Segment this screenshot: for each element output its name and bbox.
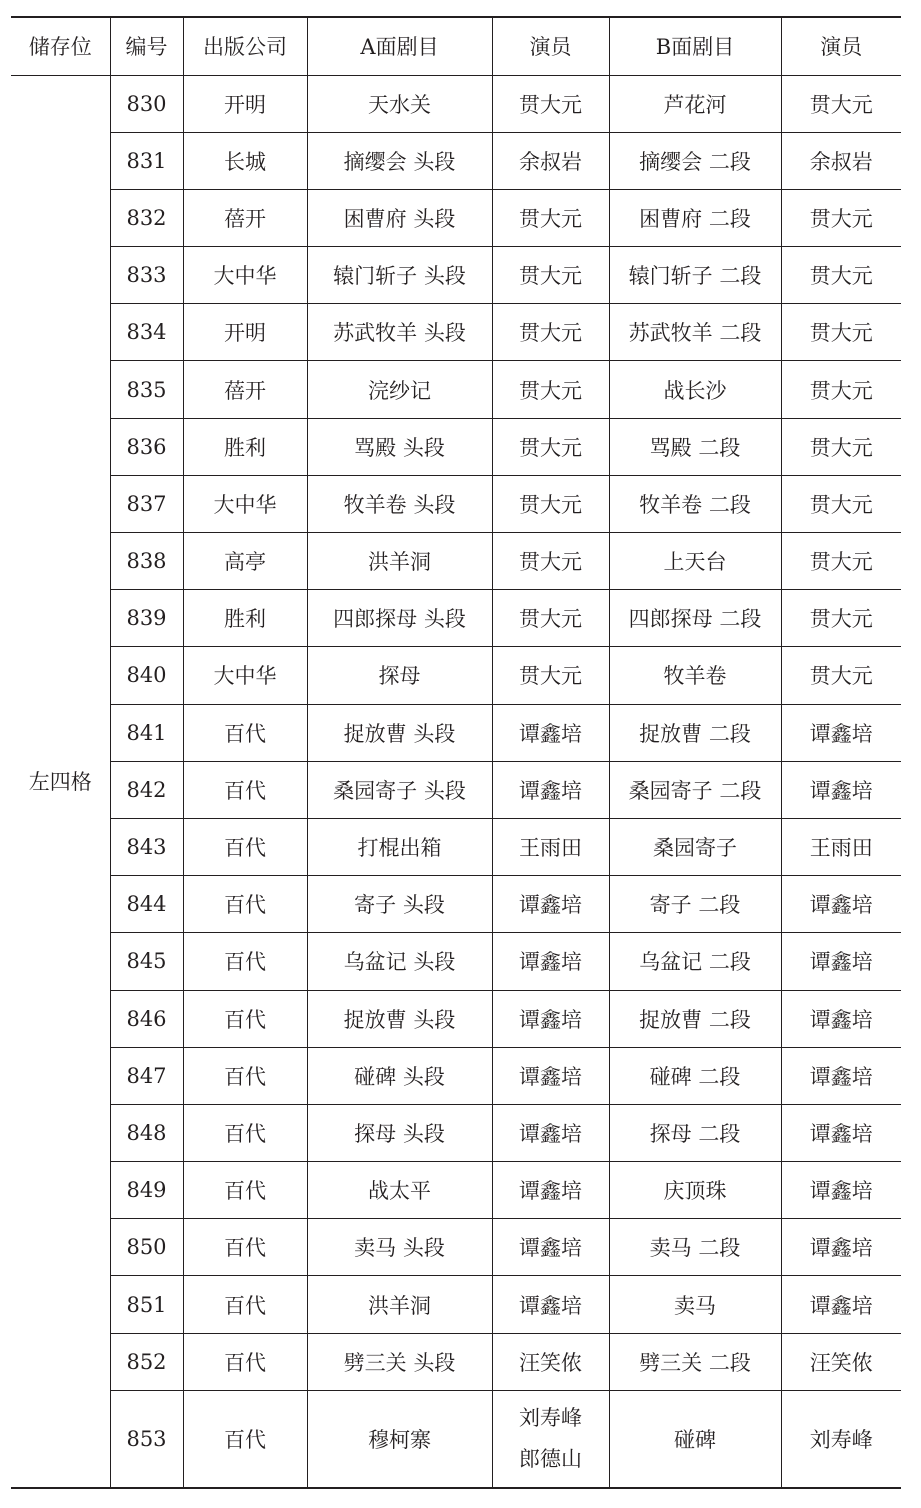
side-a-title-cell: 骂殿 头段	[307, 418, 492, 475]
side-a-title-cell: 探母 头段	[307, 1104, 492, 1161]
side-a-actor-cell	[492, 590, 609, 647]
side-a-actor-name: 谭鑫培	[519, 893, 582, 918]
side-b-actor-cell: 谭鑫培	[781, 1276, 901, 1333]
table-row	[11, 1104, 901, 1161]
side-a-actor-cell	[492, 647, 609, 704]
table-row	[11, 418, 901, 475]
record-number-cell: 835	[110, 361, 183, 418]
table-row	[11, 304, 901, 361]
record-number-cell: 850	[110, 1219, 183, 1276]
side-a-actor-cell	[492, 990, 609, 1047]
side-b-actor-cell: 谭鑫培	[781, 761, 901, 818]
side-b-actor-cell: 王雨田	[781, 818, 901, 875]
side-a-title-cell: 困曹府 头段	[307, 189, 492, 246]
side-b-actor-cell: 谭鑫培	[781, 1047, 901, 1104]
side-b-title-cell: 劈三关 二段	[609, 1333, 781, 1390]
side-a-title-cell: 桑园寄子 头段	[307, 761, 492, 818]
side-a-title-cell: 穆柯寨	[307, 1390, 492, 1488]
table-row	[11, 247, 901, 304]
header-side-a-actor: 演员	[492, 17, 609, 75]
side-b-actor-cell: 贯大元	[781, 475, 901, 532]
table-row	[11, 761, 901, 818]
side-b-title-cell: 捉放曹 二段	[609, 704, 781, 761]
side-a-actor-name: 贯大元	[519, 206, 582, 231]
side-a-actor-name: 余叔岩	[519, 149, 582, 174]
publisher-cell: 百代	[183, 1104, 307, 1161]
side-a-actor-name: 谭鑫培	[519, 778, 582, 803]
side-a-actor-name: 郎德山	[519, 1447, 582, 1472]
side-b-title-cell: 碰碑 二段	[609, 1047, 781, 1104]
side-b-actor-cell: 刘寿峰	[781, 1390, 901, 1488]
side-a-title-cell: 辕门斩子 头段	[307, 247, 492, 304]
side-a-actor-cell	[492, 533, 609, 590]
record-number-cell: 846	[110, 990, 183, 1047]
side-a-actor-cell	[492, 818, 609, 875]
table-row	[11, 533, 901, 590]
record-number-cell: 831	[110, 132, 183, 189]
publisher-cell: 百代	[183, 1162, 307, 1219]
side-a-actor-name: 汪笑侬	[519, 1350, 582, 1375]
side-a-actor-name: 贯大元	[519, 92, 582, 117]
publisher-cell: 百代	[183, 933, 307, 990]
side-b-title-cell: 芦花河	[609, 75, 781, 132]
side-a-title-cell: 探母	[307, 647, 492, 704]
side-a-actor-cell	[492, 876, 609, 933]
side-a-title-cell: 四郎探母 头段	[307, 590, 492, 647]
side-b-title-cell: 牧羊卷	[609, 647, 781, 704]
side-b-title-cell: 辕门斩子 二段	[609, 247, 781, 304]
side-b-title-cell: 牧羊卷 二段	[609, 475, 781, 532]
publisher-cell: 百代	[183, 704, 307, 761]
publisher-cell: 百代	[183, 1219, 307, 1276]
publisher-cell: 胜利	[183, 418, 307, 475]
record-number-cell: 849	[110, 1162, 183, 1219]
side-b-title-cell: 困曹府 二段	[609, 189, 781, 246]
side-a-actor-cell	[492, 475, 609, 532]
record-catalog-page	[11, 16, 901, 1489]
side-a-title-cell: 捉放曹 头段	[307, 704, 492, 761]
publisher-cell: 开明	[183, 75, 307, 132]
side-a-title-cell: 卖马 头段	[307, 1219, 492, 1276]
record-number-cell: 838	[110, 533, 183, 590]
side-a-actor-cell	[492, 1047, 609, 1104]
side-b-actor-cell: 谭鑫培	[781, 1162, 901, 1219]
header-number: 编号	[110, 17, 183, 75]
side-a-actor-cell	[492, 132, 609, 189]
publisher-cell: 胜利	[183, 590, 307, 647]
side-a-title-cell: 寄子 头段	[307, 876, 492, 933]
side-a-title-cell: 碰碑 头段	[307, 1047, 492, 1104]
record-number-cell: 844	[110, 876, 183, 933]
side-a-title-cell: 捉放曹 头段	[307, 990, 492, 1047]
side-a-actor-name: 谭鑫培	[519, 721, 582, 746]
publisher-cell: 大中华	[183, 647, 307, 704]
side-b-actor-cell: 贯大元	[781, 590, 901, 647]
record-number-cell: 836	[110, 418, 183, 475]
side-a-actor-cell	[492, 1104, 609, 1161]
side-a-actor-name: 谭鑫培	[519, 1236, 582, 1261]
publisher-cell: 百代	[183, 761, 307, 818]
side-a-title-cell: 牧羊卷 头段	[307, 475, 492, 532]
side-a-title-cell: 劈三关 头段	[307, 1333, 492, 1390]
side-b-actor-cell: 谭鑫培	[781, 1104, 901, 1161]
side-b-actor-cell: 贯大元	[781, 304, 901, 361]
publisher-cell: 大中华	[183, 247, 307, 304]
record-number-cell: 830	[110, 75, 183, 132]
record-number-cell: 832	[110, 189, 183, 246]
side-a-actor-name: 谭鑫培	[519, 950, 582, 975]
side-a-actor-name: 贯大元	[519, 378, 582, 403]
publisher-cell: 百代	[183, 818, 307, 875]
side-a-title-cell: 洪羊洞	[307, 1276, 492, 1333]
side-a-actor-cell	[492, 933, 609, 990]
header-storage-location: 储存位	[11, 17, 110, 75]
side-b-title-cell: 寄子 二段	[609, 876, 781, 933]
side-b-title-cell: 碰碑	[609, 1390, 781, 1488]
side-b-actor-cell: 谭鑫培	[781, 1219, 901, 1276]
side-b-actor-cell: 谭鑫培	[781, 990, 901, 1047]
publisher-cell: 百代	[183, 1047, 307, 1104]
record-number-cell: 843	[110, 818, 183, 875]
side-a-actor-name: 王雨田	[519, 836, 582, 861]
side-a-actor-name: 谭鑫培	[519, 1121, 582, 1146]
table-body	[11, 75, 901, 1488]
side-b-actor-cell: 谭鑫培	[781, 704, 901, 761]
side-b-title-cell: 苏武牧羊 二段	[609, 304, 781, 361]
record-number-cell: 834	[110, 304, 183, 361]
side-a-actor-name: 谭鑫培	[519, 1179, 582, 1204]
table-row	[11, 132, 901, 189]
side-b-title-cell: 四郎探母 二段	[609, 590, 781, 647]
record-number-cell: 841	[110, 704, 183, 761]
publisher-cell: 大中华	[183, 475, 307, 532]
side-a-actor-cell	[492, 1276, 609, 1333]
side-a-actor-cell	[492, 1162, 609, 1219]
side-a-actor-cell	[492, 189, 609, 246]
side-b-actor-cell: 贯大元	[781, 647, 901, 704]
side-b-title-cell: 卖马 二段	[609, 1219, 781, 1276]
side-a-actor-name: 贯大元	[519, 321, 582, 346]
record-number-cell: 840	[110, 647, 183, 704]
side-a-actor-name: 谭鑫培	[519, 1293, 582, 1318]
publisher-cell: 蓓开	[183, 189, 307, 246]
side-a-actor-name: 谭鑫培	[519, 1007, 582, 1032]
table-row	[11, 990, 901, 1047]
publisher-cell: 蓓开	[183, 361, 307, 418]
header-row	[11, 17, 901, 75]
side-b-title-cell: 桑园寄子 二段	[609, 761, 781, 818]
table-row	[11, 75, 901, 132]
side-a-actor-name: 刘寿峰	[519, 1406, 582, 1431]
table-row	[11, 475, 901, 532]
side-b-actor-cell: 谭鑫培	[781, 933, 901, 990]
record-catalog-table	[11, 16, 901, 1489]
record-number-cell: 833	[110, 247, 183, 304]
side-a-actor-cell	[492, 704, 609, 761]
table-row	[11, 1390, 901, 1488]
side-a-actor-name: 贯大元	[519, 435, 582, 460]
publisher-cell: 百代	[183, 876, 307, 933]
table-row	[11, 189, 901, 246]
storage-location-cell: 左四格	[11, 75, 110, 1488]
side-b-title-cell: 上天台	[609, 533, 781, 590]
table-row	[11, 647, 901, 704]
record-number-cell: 848	[110, 1104, 183, 1161]
publisher-cell: 百代	[183, 1333, 307, 1390]
side-b-title-cell: 乌盆记 二段	[609, 933, 781, 990]
side-a-actor-name: 贯大元	[519, 492, 582, 517]
side-b-title-cell: 摘缨会 二段	[609, 132, 781, 189]
side-b-title-cell: 卖马	[609, 1276, 781, 1333]
side-b-title-cell: 庆顶珠	[609, 1162, 781, 1219]
side-b-actor-cell: 谭鑫培	[781, 876, 901, 933]
side-b-actor-cell: 汪笑侬	[781, 1333, 901, 1390]
side-a-actor-cell	[492, 1333, 609, 1390]
side-b-title-cell: 探母 二段	[609, 1104, 781, 1161]
table-row	[11, 590, 901, 647]
header-publisher: 出版公司	[183, 17, 307, 75]
header-side-b-title: B面剧目	[609, 17, 781, 75]
table-row	[11, 1276, 901, 1333]
side-a-actor-name: 贯大元	[519, 264, 582, 289]
table-row	[11, 361, 901, 418]
record-number-cell: 837	[110, 475, 183, 532]
record-number-cell: 847	[110, 1047, 183, 1104]
header-side-a-title: A面剧目	[307, 17, 492, 75]
side-b-title-cell: 捉放曹 二段	[609, 990, 781, 1047]
record-number-cell: 842	[110, 761, 183, 818]
side-a-actor-cell	[492, 75, 609, 132]
header-side-b-actor: 演员	[781, 17, 901, 75]
side-a-actor-cell	[492, 761, 609, 818]
table-row	[11, 1162, 901, 1219]
publisher-cell: 百代	[183, 1390, 307, 1488]
table-row	[11, 1047, 901, 1104]
publisher-cell: 长城	[183, 132, 307, 189]
side-a-title-cell: 打棍出箱	[307, 818, 492, 875]
side-a-actor-name: 贯大元	[519, 550, 582, 575]
table-row	[11, 876, 901, 933]
side-a-actor-name: 谭鑫培	[519, 1064, 582, 1089]
side-a-actor-cell	[492, 361, 609, 418]
table-row	[11, 1333, 901, 1390]
side-b-title-cell: 骂殿 二段	[609, 418, 781, 475]
publisher-cell: 百代	[183, 1276, 307, 1333]
publisher-cell: 开明	[183, 304, 307, 361]
side-b-actor-cell: 贯大元	[781, 75, 901, 132]
record-number-cell: 853	[110, 1390, 183, 1488]
table-row	[11, 933, 901, 990]
side-a-actor-name: 贯大元	[519, 607, 582, 632]
side-a-actor-name: 贯大元	[519, 664, 582, 689]
side-a-actor-cell	[492, 418, 609, 475]
table-row	[11, 818, 901, 875]
side-a-title-cell: 苏武牧羊 头段	[307, 304, 492, 361]
side-a-actor-cell	[492, 247, 609, 304]
record-number-cell: 851	[110, 1276, 183, 1333]
side-b-actor-cell: 贯大元	[781, 189, 901, 246]
side-a-title-cell: 洪羊洞	[307, 533, 492, 590]
side-a-title-cell: 战太平	[307, 1162, 492, 1219]
record-number-cell: 852	[110, 1333, 183, 1390]
side-b-actor-cell: 余叔岩	[781, 132, 901, 189]
side-a-title-cell: 摘缨会 头段	[307, 132, 492, 189]
side-b-title-cell: 桑园寄子	[609, 818, 781, 875]
record-number-cell: 845	[110, 933, 183, 990]
side-b-title-cell: 战长沙	[609, 361, 781, 418]
side-a-title-cell: 乌盆记 头段	[307, 933, 492, 990]
side-b-actor-cell: 贯大元	[781, 418, 901, 475]
publisher-cell: 百代	[183, 990, 307, 1047]
side-a-actor-cell	[492, 1219, 609, 1276]
side-a-title-cell: 天水关	[307, 75, 492, 132]
side-b-actor-cell: 贯大元	[781, 361, 901, 418]
table-row	[11, 704, 901, 761]
side-a-actor-cell	[492, 304, 609, 361]
publisher-cell: 高亭	[183, 533, 307, 590]
table-row	[11, 1219, 901, 1276]
side-b-actor-cell: 贯大元	[781, 533, 901, 590]
side-a-title-cell: 浣纱记	[307, 361, 492, 418]
record-number-cell: 839	[110, 590, 183, 647]
side-b-actor-cell: 贯大元	[781, 247, 901, 304]
side-a-actor-cell	[492, 1390, 609, 1488]
